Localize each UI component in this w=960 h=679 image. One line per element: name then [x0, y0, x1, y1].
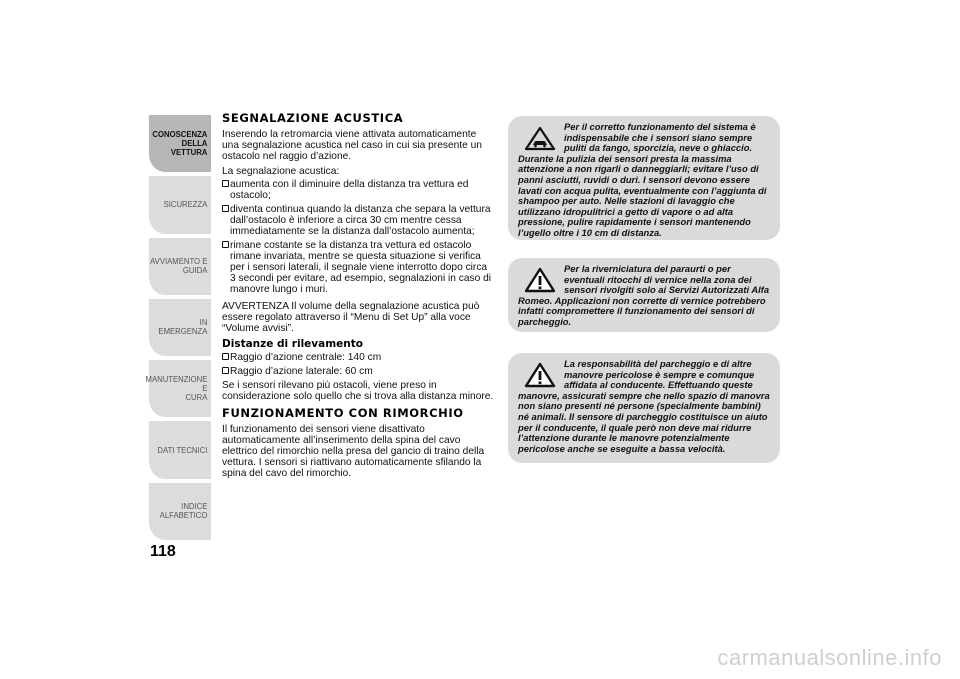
- warning-triangle-icon: [522, 266, 558, 294]
- list-item-text: Raggio d’azione laterale: 60 cm: [230, 366, 373, 377]
- tab-sicurezza[interactable]: [149, 176, 211, 233]
- subsection-heading: Distanze di rilevamento: [222, 338, 364, 350]
- tab-avviamento-e-guida[interactable]: [149, 238, 211, 295]
- section-heading: SEGNALAZIONE ACUSTICA: [222, 111, 404, 125]
- paragraph: Se i sensori rilevano più ostacoli, viene preso in considerazione solo quello che si trova alla distanza minore.: [222, 380, 494, 402]
- paragraph: Inserendo la retromarcia viene attivata automaticamente una segnalazione acustica nel caso in cui sia presente un ostacolo nel raggio d’azione.: [222, 129, 482, 162]
- tab-indice-alfabetico[interactable]: [149, 483, 211, 540]
- warning-triangle-icon: [522, 361, 558, 389]
- list-item: [222, 240, 494, 295]
- warning-box: [508, 353, 780, 463]
- paragraph: La segnalazione acustica:: [222, 166, 340, 177]
- warning-box: [508, 258, 780, 332]
- warning-text: Per la riverniciatura del paraurti o per eventuali ritocchi di vernice nella zona dei sensori rivolgiti solo ai Servizi Autorizzati Alfa Romeo. Applicazioni non corrette di vernice potrebbero infatti compromettere il funzionamento dei sensori di parcheggio.: [518, 263, 770, 327]
- list-item: [222, 366, 494, 377]
- warning-text: La responsabilità del parcheggio e di altre manovre pericolose è sempre e comunque affidata al conducente. Effettuando queste manovre, assicurati sempre che nello spazio di manovra non siano presenti né persone (specialmente bambini) né animali. Il sensore di parcheggio costituisce un aiuto per il conducente, il quale però non deve mai ridurre l’attenzione durante le manovre potenzialmente pericolose anche se eseguite a bassa velocità.: [518, 358, 770, 454]
- warning-box: [508, 116, 780, 240]
- list-item-text: rimane costante se la distanza tra vettura ed ostacolo rimane invariata, mentre se questa situazione si verifica per i sensori laterali, il segnale viene interrotto dopo circa 3 secondi per evitare, ad esempio, segnalazioni in caso di manovre lungo i muri.: [230, 240, 492, 295]
- tab-label: AVVIAMENTO E GUIDA: [150, 256, 208, 276]
- tab-label: CONOSCENZA DELLA VETTURA: [152, 129, 208, 158]
- list-item: [222, 352, 494, 363]
- tab-dati-tecnici[interactable]: [149, 421, 211, 478]
- paragraph: Il funzionamento dei sensori viene disattivato automaticamente all’inserimento della spina del cavo elettrico del rimorchio nella presa del gancio di traino della vettura. I sensori si riattivano automaticamente sfilando la spina del cavo del rimorchio.: [222, 424, 485, 479]
- list-item: [222, 204, 494, 237]
- main-text-column: [222, 113, 494, 483]
- tab-label: DATI TECNICI: [157, 444, 208, 455]
- tab-manutenzione-e-cura[interactable]: [145, 360, 211, 417]
- checkbox-bullet-icon: [222, 205, 229, 212]
- tab-label: SICUREZZA: [163, 199, 208, 210]
- tab-conoscenza-della-vettura[interactable]: [149, 115, 211, 172]
- car-wash-warning-icon: [522, 124, 558, 152]
- tab-label: MANUTENZIONE E CURA: [145, 374, 208, 403]
- section-heading: FUNZIONAMENTO CON RIMORCHIO: [222, 406, 464, 420]
- list-item-text: aumenta con il diminuire della distanza tra vettura ed ostacolo;: [230, 179, 469, 201]
- list-item-text: diventa continua quando la distanza che separa la vettura dall’ostacolo è inferiore a circa 30 cm mentre cessa immediatamente se la distanza dall’ostacolo aumenta;: [230, 204, 491, 237]
- chapter-sidebar: [142, 115, 211, 540]
- watermark: carmanualsonline.info: [717, 645, 942, 670]
- checkbox-bullet-icon: [222, 353, 229, 360]
- page-number: 118: [150, 543, 176, 560]
- list-item: [222, 179, 494, 201]
- checkbox-bullet-icon: [222, 180, 229, 187]
- list-item-text: Raggio d’azione centrale: 140 cm: [230, 352, 382, 363]
- tab-in-emergenza[interactable]: [149, 299, 211, 356]
- paragraph: AVVERTENZA Il volume della segnalazione acustica può essere regolato attraverso il “Menu di Set Up” alla voce “Volume avvisi”.: [222, 301, 480, 334]
- tab-label: INDICE ALFABETICO: [159, 501, 208, 521]
- warning-text: Per il corretto funzionamento del sistema è indispensabile che i sensori siano sempre puliti da fango, sporcizia, neve o ghiaccio. Durante la pulizia dei sensori presta la massima attenzione a non rigarli o danneggiarli; evitare l’uso di panni asciutti, ruvidi o duri. I sensori devono essere lavati con acqua pulita, eventualmente con l’aggiunta di shampoo per auto. Nelle stazioni di lavaggio che utilizzano idropulitrici a getto di vapore o ad alta pressione, pulire rapidamente i sensori mantenendo l’ugello oltre i 10 cm di distanza.: [518, 121, 767, 238]
- tab-label: IN EMERGENZA: [158, 317, 208, 337]
- checkbox-bullet-icon: [222, 367, 229, 374]
- checkbox-bullet-icon: [222, 241, 229, 248]
